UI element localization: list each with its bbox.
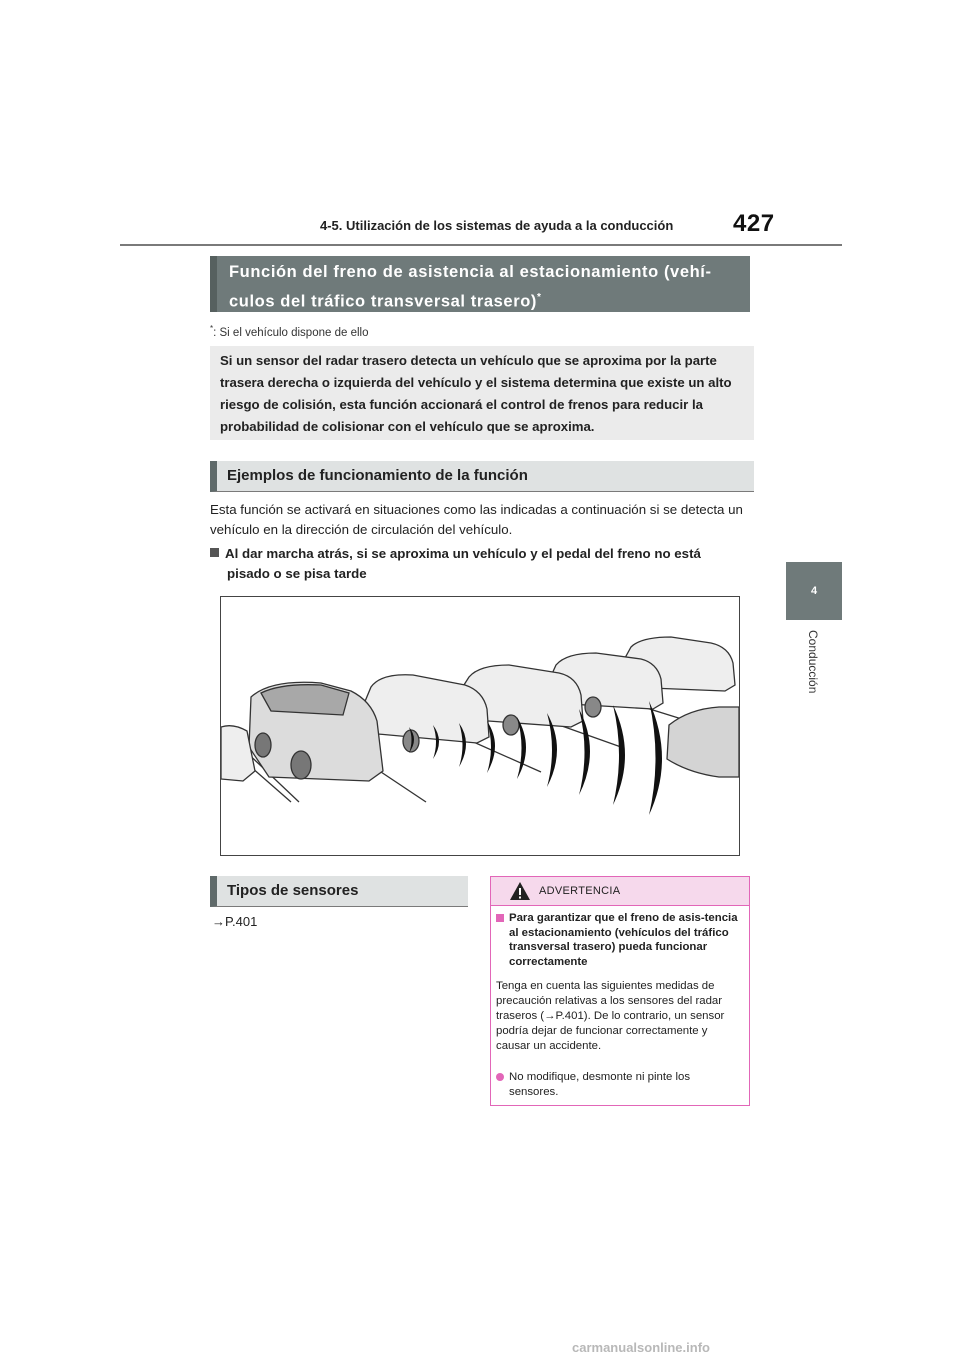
- warning-header: [491, 877, 749, 906]
- warning-paragraph: Tenga en cuenta las siguientes medidas de precaución relativas a los sensores del radar traseros (→P.401). De lo contrario, un sensor podría dejar de funcionar correctamente y causar un accidente.: [496, 980, 725, 1052]
- section-title: 4-5. Utilización de los sistemas de ayuda a la conducción: [320, 218, 674, 233]
- main-heading-line2: culos del tráfico transversal trasero)*: [229, 292, 542, 311]
- main-heading: [210, 256, 750, 312]
- cross-traffic-scene-image: [221, 597, 739, 855]
- chapter-label: Conducción: [806, 630, 820, 694]
- square-bullet-icon: [496, 914, 504, 922]
- parking-illustration: [220, 596, 740, 856]
- examples-heading: Ejemplos de funcionamiento de la función: [210, 461, 754, 492]
- warning-bullet-1: Para garantizar que el freno de asis-tencia al estacionamiento (vehículos del tráfico transversal trasero) pueda funcionar correctamente: [496, 911, 742, 969]
- header-rule: [120, 244, 842, 246]
- page-reference: →P.401: [212, 914, 258, 929]
- circle-bullet-icon: [496, 1073, 504, 1081]
- square-bullet-icon: [210, 548, 219, 557]
- chapter-number: 4: [810, 585, 818, 597]
- main-heading-line1: Función del freno de asistencia al estacionamiento (vehí-: [229, 263, 712, 281]
- footnote: *: Si el vehículo dispone de ello: [210, 324, 369, 339]
- chapter-tab: [786, 562, 842, 620]
- page-number: 427: [733, 210, 775, 237]
- examples-bullet: Al dar marcha atrás, si se aproxima un vehículo y el pedal del freno no está pisado o se pisa tarde: [210, 544, 754, 584]
- warning-box: [490, 876, 750, 1106]
- warning-bullet-2: No modifique, desmonte ni pinte los sensores.: [496, 1070, 742, 1100]
- warning-triangle-icon: [509, 881, 531, 901]
- sensors-heading: Tipos de sensores: [210, 876, 468, 907]
- footnote-marker: *: [537, 292, 542, 303]
- watermark: carmanualsonline.info: [572, 1340, 710, 1355]
- warning-title: ADVERTENCIA: [539, 885, 621, 897]
- examples-body: Esta función se activará en situaciones como las indicadas a continuación si se detecta un vehículo en la dirección de circulación del vehículo.: [210, 502, 743, 537]
- intro-box: Si un sensor del radar trasero detecta un vehículo que se aproxima por la parte trasera derecha o izquierda del vehículo y el sistema determina que existe un alto riesgo de colisión, esta función accionará el control de frenos para reducir la probabilidad de colisionar con el vehículo que se aproxima.: [210, 346, 754, 440]
